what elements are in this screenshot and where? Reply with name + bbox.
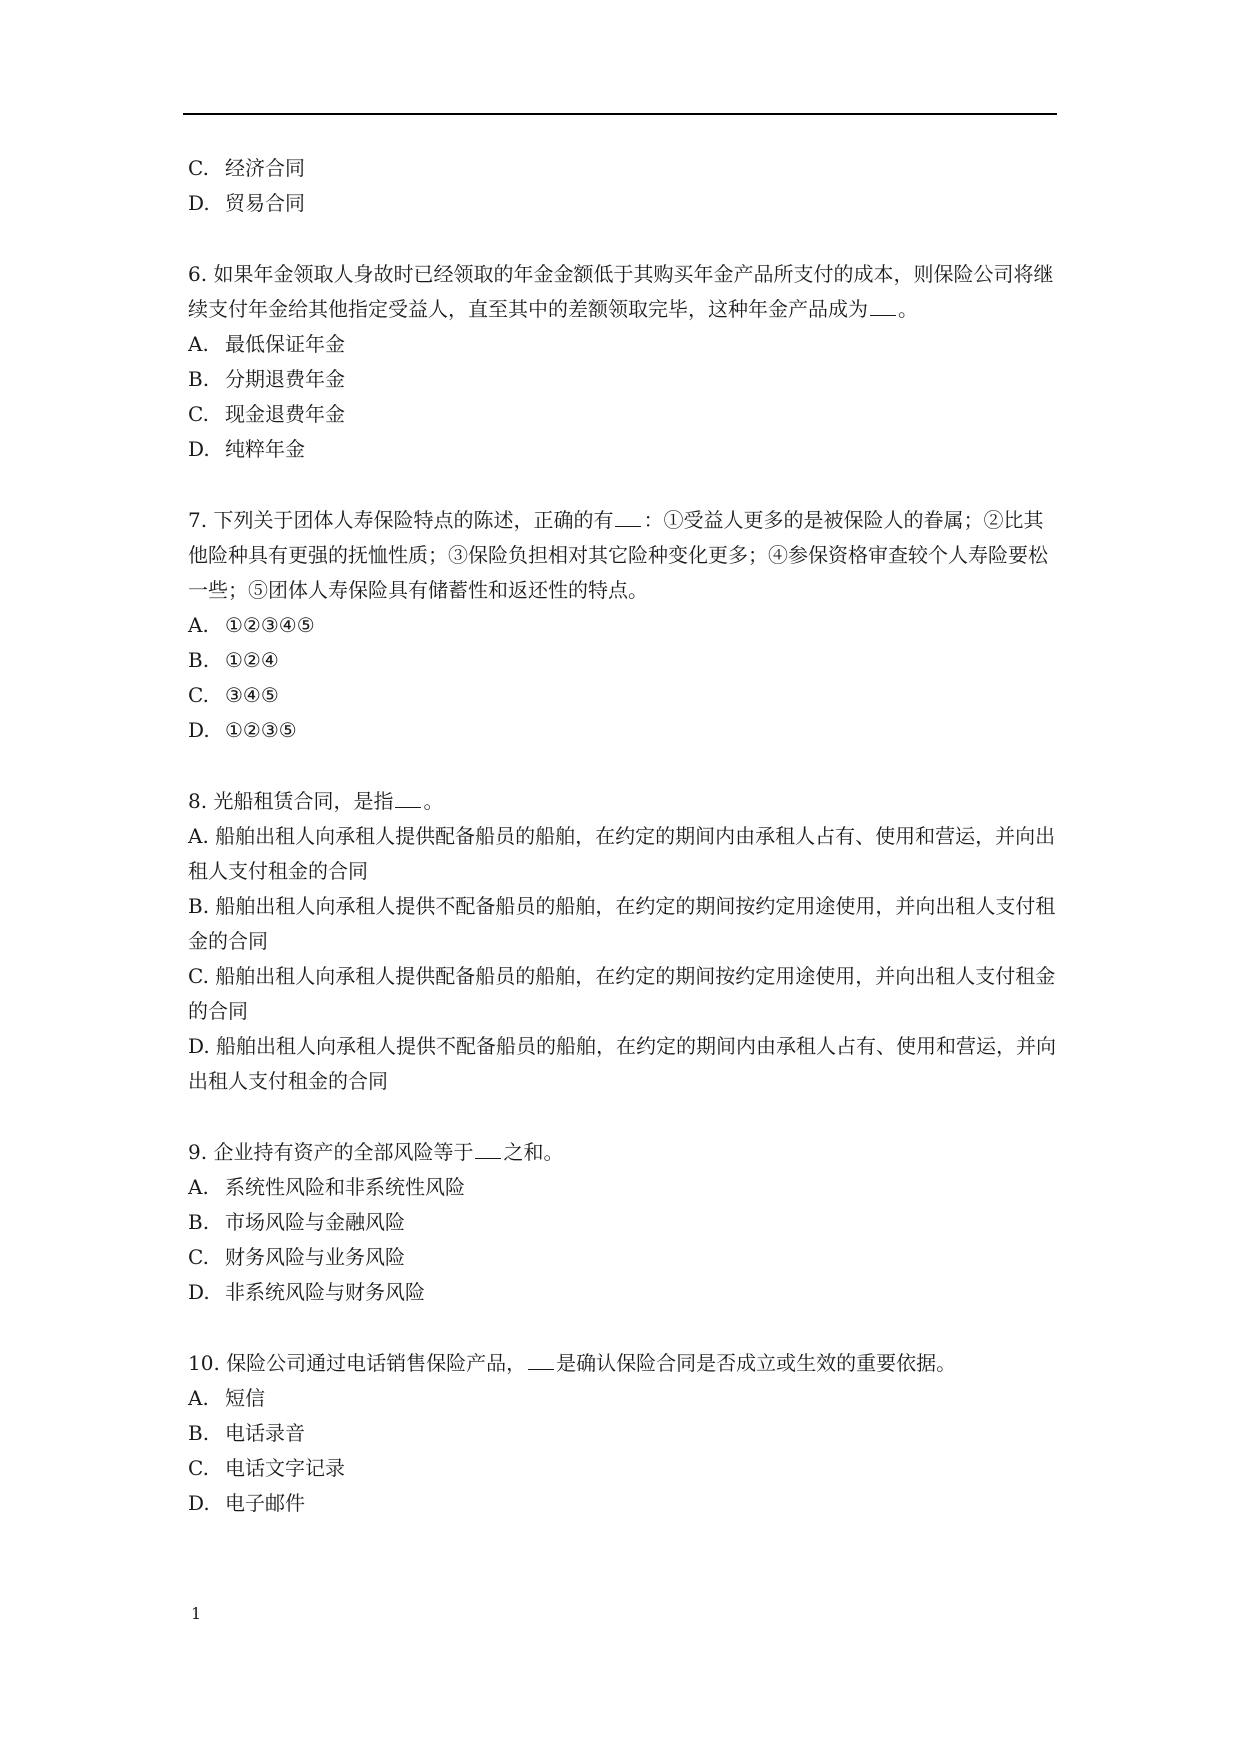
option-text: ①②④ xyxy=(225,648,279,672)
option-text: 船舶出租人向承租人提供不配备船员的船舶，在约定的期间按约定用途使用，并向出租人支付租金的合同 xyxy=(188,894,1056,953)
stem-text: 。 xyxy=(423,789,444,813)
option-letter: D. xyxy=(188,191,210,215)
option-text: ③④⑤ xyxy=(225,683,279,707)
option-c xyxy=(188,1240,1058,1275)
option-letter: A. xyxy=(188,1386,209,1410)
option-text: 市场风险与金融风险 xyxy=(225,1210,405,1234)
option-text: ①②③⑤ xyxy=(225,718,297,742)
stem-text: 。 xyxy=(898,297,918,321)
option-b xyxy=(188,362,1058,397)
option-text: 非系统风险与财务风险 xyxy=(225,1280,425,1304)
option-letter: B. xyxy=(188,367,210,391)
option-text: 电话录音 xyxy=(225,1421,305,1445)
option-c xyxy=(188,397,1058,432)
option-d xyxy=(188,432,1058,467)
option-letter: C. xyxy=(188,1245,209,1269)
page-number: 1 xyxy=(191,1604,202,1623)
stem-text: 10. 保险公司通过电话销售保险产品， xyxy=(188,1351,527,1375)
question-7 xyxy=(188,503,1058,748)
option-d xyxy=(188,1029,1058,1099)
option-c xyxy=(188,959,1058,1029)
option-b xyxy=(188,1205,1058,1240)
option-text: 短信 xyxy=(225,1386,265,1410)
question-stem xyxy=(188,1135,1058,1170)
option-text: 纯粹年金 xyxy=(225,437,305,461)
answer-blank xyxy=(395,785,421,808)
option-d xyxy=(188,1275,1058,1310)
option-b xyxy=(188,889,1058,959)
question-9 xyxy=(188,1135,1058,1310)
option-text: 经济合同 xyxy=(225,156,305,180)
document-body xyxy=(188,151,1058,1521)
option-c xyxy=(188,151,1058,186)
option-d xyxy=(188,186,1058,221)
option-letter: A. xyxy=(188,332,209,356)
option-letter: A. xyxy=(188,613,209,637)
question-stem xyxy=(188,784,1058,819)
option-text: 现金退费年金 xyxy=(225,402,345,426)
option-text: 船舶出租人向承租人提供不配备船员的船舶，在约定的期间内由承租人占有、使用和营运，并向出租人支付租金的合同 xyxy=(188,1034,1057,1093)
option-c xyxy=(188,1451,1058,1486)
option-text: 贸易合同 xyxy=(225,191,305,215)
option-text: 船舶出租人向承租人提供配备船员的船舶，在约定的期间内由承租人占有、使用和营运，并向出租人支付租金的合同 xyxy=(188,824,1056,883)
option-text: 分期退费年金 xyxy=(225,367,345,391)
option-letter: D. xyxy=(188,1280,210,1304)
option-b xyxy=(188,643,1058,678)
stem-text: 是确认保险合同是否成立或生效的重要依据。 xyxy=(556,1351,957,1375)
option-a xyxy=(188,819,1058,889)
previous-question-options xyxy=(188,151,1058,221)
option-letter: B. xyxy=(188,1421,210,1445)
stem-text: 8. 光船租赁合同，是指 xyxy=(188,789,394,813)
option-text: ①②③④⑤ xyxy=(225,613,315,637)
answer-blank xyxy=(475,1136,501,1159)
option-a xyxy=(188,1170,1058,1205)
question-8 xyxy=(188,784,1058,1099)
answer-blank xyxy=(528,1347,554,1370)
stem-text: 6. 如果年金领取人身故时已经领取的年金金额低于其购买年金产品所支付的成本，则保险公司将继续支付年金给其他指定受益人，直至其中的差额领取完毕，这种年金产品成为 xyxy=(188,262,1054,321)
option-letter: D. xyxy=(188,437,210,461)
option-d xyxy=(188,713,1058,748)
option-letter: C. xyxy=(188,683,209,707)
option-letter: D. xyxy=(188,1034,210,1058)
option-letter: C. xyxy=(188,156,209,180)
option-text: 电子邮件 xyxy=(225,1491,305,1515)
option-text: 电话文字记录 xyxy=(225,1456,345,1480)
option-letter: A. xyxy=(188,824,209,848)
option-letter: D. xyxy=(188,1491,210,1515)
option-a xyxy=(188,608,1058,643)
option-text: 船舶出租人向承租人提供配备船员的船舶，在约定的期间按约定用途使用，并向出租人支付租金的合同 xyxy=(188,964,1056,1023)
option-text: 最低保证年金 xyxy=(225,332,345,356)
option-letter: A. xyxy=(188,1175,209,1199)
option-letter: B. xyxy=(188,1210,210,1234)
option-c xyxy=(188,678,1058,713)
option-letter: B. xyxy=(188,648,210,672)
option-letter: D. xyxy=(188,718,210,742)
option-b xyxy=(188,1416,1058,1451)
option-text: 财务风险与业务风险 xyxy=(225,1245,405,1269)
option-letter: C. xyxy=(188,964,209,988)
option-letter: C. xyxy=(188,1456,209,1480)
stem-text: 7. 下列关于团体人寿保险特点的陈述，正确的有 xyxy=(188,508,614,532)
option-a xyxy=(188,1381,1058,1416)
option-letter: C. xyxy=(188,402,209,426)
question-stem xyxy=(188,1346,1058,1381)
option-letter: B. xyxy=(188,894,210,918)
question-10 xyxy=(188,1346,1058,1521)
stem-text: ：①受益人更多的是被保险人的眷属；②比其他险种具有更强的抚恤性质；③保险负担相对其它险种变化更多；④参保资格审查较个人寿险要松一些；⑤团体人寿保险具有储蓄性和返还性的特点。 xyxy=(188,508,1048,602)
option-text: 系统性风险和非系统性风险 xyxy=(225,1175,465,1199)
answer-blank xyxy=(615,504,641,527)
option-d xyxy=(188,1486,1058,1521)
header-rule xyxy=(183,113,1057,115)
answer-blank xyxy=(870,293,896,316)
question-stem xyxy=(188,257,1058,327)
stem-text: 之和。 xyxy=(503,1140,564,1164)
question-6 xyxy=(188,257,1058,467)
stem-text: 9. 企业持有资产的全部风险等于 xyxy=(188,1140,474,1164)
option-a xyxy=(188,327,1058,362)
question-stem xyxy=(188,503,1058,608)
